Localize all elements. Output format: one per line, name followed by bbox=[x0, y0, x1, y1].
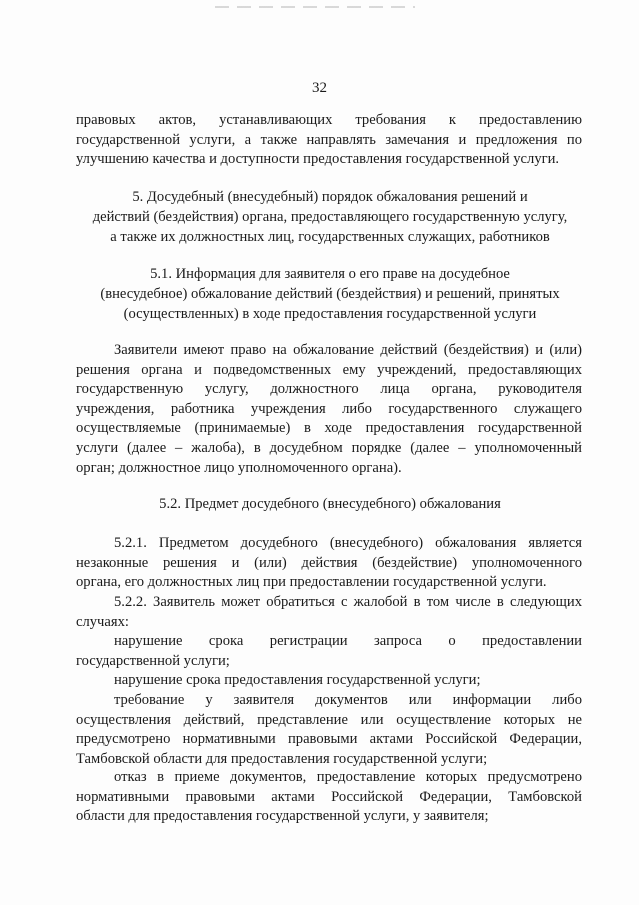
text-line: Заявители имеют право на обжалование действий (бездействия) и (или) bbox=[114, 342, 582, 358]
heading-line: (осуществленных) в ходе предоставления государственной услуги bbox=[123, 305, 537, 322]
list-item bbox=[76, 768, 582, 827]
text-line: орган; должностное лицо уполномоченного органа). bbox=[76, 459, 402, 476]
heading-line: а также их должностных лиц, государственных служащих, работников bbox=[110, 228, 550, 245]
text-line: требование у заявителя документов или информации либо bbox=[114, 692, 582, 708]
page-number: 32 bbox=[312, 80, 327, 96]
text-line: осуществления действий, представление или осуществление которых не bbox=[76, 711, 582, 728]
list-item bbox=[76, 632, 582, 671]
text-line: учреждения, работника учреждения либо государственного служащего bbox=[76, 400, 582, 417]
text-line: государственной услуги; bbox=[76, 652, 230, 669]
text-line: нарушение срока регистрации запроса о предоставлении bbox=[114, 633, 582, 649]
text-line: государственную услугу, должностного лица органа, руководителя bbox=[76, 381, 582, 398]
text-line: государственной услуги, а также направлять замечания и предложения по bbox=[76, 131, 582, 148]
text-line: незаконные решения и (или) действия (бездействие) уполномоченного bbox=[76, 554, 582, 571]
section-5-2-heading bbox=[60, 495, 600, 515]
text-line: предусмотрено нормативными правовыми актами Российской Федерации, bbox=[76, 731, 582, 748]
text-line: случаях: bbox=[76, 613, 129, 630]
scan-artifact-line bbox=[215, 6, 415, 8]
text-line: органа, его должностных лиц при предоставлении государственной услуги. bbox=[76, 574, 547, 591]
heading-line: 5.1. Информация для заявителя о его праве на досудебное bbox=[150, 266, 510, 282]
text-line: нарушение срока предоставления государственной услуги; bbox=[114, 672, 481, 688]
text-line: нормативными правовыми актами Российской Федерации, Тамбовской bbox=[76, 788, 582, 805]
text-line: области для предоставления государственной услуги, у заявителя; bbox=[76, 808, 489, 825]
text-line: улучшению качества и доступности предоставления государственной услуги. bbox=[76, 151, 560, 168]
text-line: отказ в приеме документов, предоставление которых предусмотрено bbox=[114, 769, 582, 785]
text-line: решения органа и подведомственных ему учреждений, предоставляющих bbox=[76, 361, 582, 378]
list-item bbox=[76, 671, 582, 691]
text-line: услуги (далее – жалоба), в досудебном порядке (далее – уполномоченный bbox=[76, 439, 582, 456]
text-line: 5.2.1. Предметом досудебного (внесудебного) обжалования является bbox=[114, 535, 582, 551]
list-item bbox=[76, 691, 582, 769]
section-5-1-paragraph bbox=[76, 341, 582, 478]
section-5-2-2-paragraph bbox=[76, 593, 582, 632]
text-line: Тамбовской области для предоставления государственной услуги; bbox=[76, 750, 488, 767]
text-line: 5.2.2. Заявитель может обратиться с жалобой в том числе в следующих bbox=[114, 594, 582, 610]
heading-line: (внесудебное) обжалование действий (бездействия) и решений, принятых bbox=[100, 285, 560, 302]
heading-line: 5. Досудебный (внесудебный) порядок обжалования решений и bbox=[132, 189, 528, 205]
section-5-2-1-paragraph bbox=[76, 534, 582, 593]
intro-paragraph bbox=[76, 111, 582, 170]
section-5-heading bbox=[60, 188, 600, 247]
section-5-1-heading bbox=[60, 265, 600, 324]
heading-line: 5.2. Предмет досудебного (внесудебного) обжалования bbox=[159, 496, 501, 512]
text-line: осуществляемые (принимаемые) в ходе предоставления государственной bbox=[76, 420, 582, 437]
heading-line: действий (бездействия) органа, предоставляющего государственную услугу, bbox=[92, 208, 568, 225]
text-line: правовых актов, устанавливающих требования к предоставлению bbox=[76, 112, 582, 128]
